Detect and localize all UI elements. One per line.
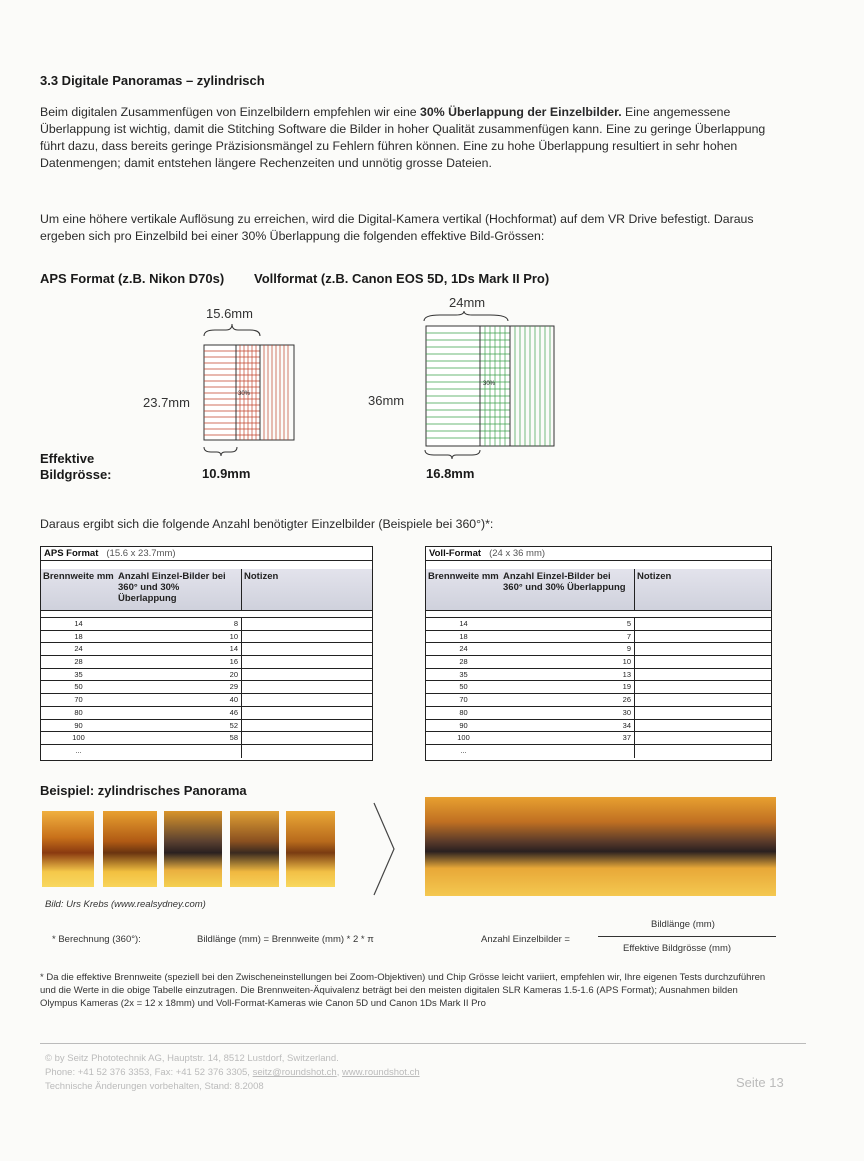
- panorama-frame-2: [103, 811, 157, 887]
- arrow-right-icon: [372, 801, 396, 897]
- full-col-count: Anzahl Einzel-Bilder bei 360° und 30% Überlappung: [501, 569, 635, 610]
- table-row: 28 16: [41, 656, 372, 669]
- example-title: Beispiel: zylindrisches Panorama: [40, 783, 247, 798]
- table-row: 90 52: [41, 720, 372, 733]
- aps-col-notes: Notizen: [244, 571, 279, 582]
- full-table-caption: Voll-Format (24 x 36 mm): [426, 547, 771, 561]
- table-row: 80 46: [41, 707, 372, 720]
- panorama-frame-4: [230, 811, 279, 887]
- table-row: ...: [426, 745, 771, 758]
- effective-label-1: Effektive: [40, 451, 95, 466]
- footer-web-link[interactable]: www.roundshot.ch: [341, 1067, 420, 1078]
- vertical-paragraph: Um eine höhere vertikale Auflösung zu erreichen, wird die Digital-Kamera vertikal (Hochformat) auf dem VR Drive befestigt. Daraus ergeben sich pro Einzelbild bei einer 30% Überlappung die folgenden effektive Bild-Grössen:: [40, 212, 754, 243]
- aps-overlap-label: 30%: [238, 391, 251, 397]
- table-row: 14 8: [41, 618, 372, 631]
- full-effective-size: 16.8mm: [426, 466, 475, 481]
- aps-effective-brace: [203, 446, 239, 458]
- footnote: * Da die effektive Brennweite (speziell bei den Zwischeneinstellungen bei Zoom-Objektiven) und Chip Grösse leicht variiert, empfehlen wir, Ihre eigenen Tests durchzuführen und die Werte in die obige Tabelle einzutragen. Die Brennweiten-Äquivalenz beträgt bei den meisten digitalen SLR Kameras 1.5-1.6 (APS Format); Ausnahmen bilden Olympus Kameras (2x = 12 x 18mm) und Voll-Format-Kameras wie Canon 5D und Canon 1Ds Mark II Pro: [40, 972, 766, 1009]
- formula-label: * Berechnung (360°):: [52, 934, 141, 945]
- intro-paragraph: Beim digitalen Zusammenfügen von Einzelbildern empfehlen wir eine 30% Überlappung der Einzelbilder. Eine angemessene Überlappung ist wichtig, damit die Stitching Software die Bilder in hoher Qualität zusammenfügen kann. Eine zu geringe Überlappung führt dazu, dass bereits geringe Präzisionsmängel zu Fehlern führen können. Eine zu hohe Überlappung resultiert in sehr hohen Datenmengen; damit entstehen längere Rechenzeiten und unnötig grosse Dateien.: [40, 105, 766, 170]
- formula-image-length: Bildlänge (mm) = Brennweite (mm) * 2 * π: [197, 934, 374, 945]
- effective-label-2: Bildgrösse:: [40, 467, 112, 482]
- aps-table-header: [41, 569, 372, 611]
- full-effective-brace: [424, 449, 484, 461]
- table-row: 35 20: [41, 669, 372, 682]
- formula-denominator: Effektive Bildgrösse (mm): [623, 943, 732, 954]
- footer-divider: [40, 1043, 806, 1044]
- formula-numerator: Bildlänge (mm): [651, 919, 715, 930]
- aps-sensor-diagram: [200, 322, 300, 447]
- full-title: Vollformat (z.B. Canon EOS 5D, 1Ds Mark II Pro): [254, 271, 550, 286]
- image-credit: Bild: Urs Krebs (www.realsydney.com): [45, 899, 206, 910]
- full-width-label: 24mm: [449, 295, 486, 310]
- aps-col-count: Anzahl Einzel-Bilder bei 360° und 30% Überlappung: [116, 569, 242, 610]
- table-row: 14 5: [426, 618, 771, 631]
- aps-col-focal: Brennweite mm: [43, 571, 114, 582]
- table-row: 28 10: [426, 656, 771, 669]
- footer-email-link[interactable]: seitz@roundshot.ch: [252, 1067, 337, 1078]
- section-heading: 3.3 Digitale Panoramas – zylindrisch: [40, 73, 265, 88]
- panorama-frame-3: [164, 811, 222, 887]
- table-row: 18 7: [426, 631, 771, 644]
- table-row: 50 19: [426, 681, 771, 694]
- footer-contact: Phone: +41 52 376 3353, Fax: +41 52 376 3305, seitz@roundshot.ch, www.roundshot.ch: [45, 1067, 420, 1078]
- full-col-focal: Brennweite mm: [428, 571, 499, 582]
- full-overlap-label: 30%: [483, 381, 496, 387]
- table-row: 70 40: [41, 694, 372, 707]
- table-row: 18 10: [41, 631, 372, 644]
- formula-fraction-line: [598, 936, 776, 937]
- overlap-emphasis: 30% Überlappung der Einzelbilder.: [420, 105, 622, 119]
- full-table: [425, 546, 772, 761]
- table-row: 70 26: [426, 694, 771, 707]
- full-height-label: 36mm: [368, 393, 405, 408]
- panorama-frame-1: [42, 811, 94, 887]
- aps-frame-1: [204, 345, 260, 440]
- table-row: ...: [41, 745, 372, 758]
- table-intro: Daraus ergibt sich die folgende Anzahl benötigter Einzelbilder (Beispiele bei 360°)*:: [40, 517, 494, 531]
- table-row: 80 30: [426, 707, 771, 720]
- footer-copyright: © by Seitz Phototechnik AG, Hauptstr. 14, 8512 Lustdorf, Switzerland.: [45, 1053, 339, 1064]
- table-row: 24 14: [41, 643, 372, 656]
- aps-width-label: 15.6mm: [206, 306, 253, 321]
- aps-title: APS Format (z.B. Nikon D70s): [40, 271, 225, 286]
- table-row: 50 29: [41, 681, 372, 694]
- aps-table: [40, 546, 373, 761]
- table-row: 100 37: [426, 732, 771, 745]
- aps-effective-size: 10.9mm: [202, 466, 251, 481]
- footer-disclaimer: Technische Änderungen vorbehalten, Stand: 8.2008: [45, 1081, 264, 1092]
- panorama-result: [425, 797, 776, 896]
- full-table-header: [426, 569, 771, 611]
- page-number: Seite 13: [736, 1075, 784, 1090]
- aps-height-label: 23.7mm: [143, 395, 190, 410]
- table-row: 24 9: [426, 643, 771, 656]
- table-row: 100 58: [41, 732, 372, 745]
- table-row: 90 34: [426, 720, 771, 733]
- full-sensor-diagram: [420, 311, 560, 451]
- aps-table-caption: APS Format (15.6 x 23.7mm): [41, 547, 372, 561]
- formula-count-label: Anzahl Einzelbilder =: [481, 934, 570, 945]
- table-row: 35 13: [426, 669, 771, 682]
- full-frame-1: [426, 326, 510, 446]
- full-col-notes: Notizen: [637, 571, 672, 582]
- panorama-frame-5: [286, 811, 335, 887]
